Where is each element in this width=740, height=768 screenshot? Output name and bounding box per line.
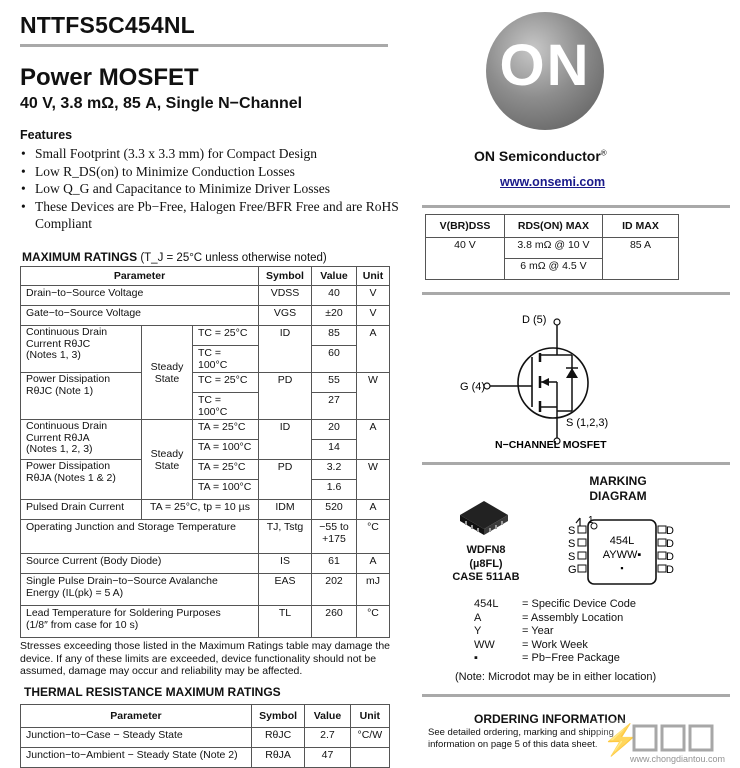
divider <box>422 205 730 208</box>
table-row: TC = 100°C 60 <box>21 346 390 373</box>
svg-text:S: S <box>568 538 576 550</box>
legend-item: ▪ = Pb−Free Package <box>474 652 620 664</box>
marking-line-1: 454L <box>609 535 635 547</box>
table-row: Single Pulse Drain−to−Source Avalanche Energy (IL(pk) = 5 A) EAS 202 mJ <box>21 574 390 606</box>
package-label: WDFN8 (µ8FL) CASE 511AB <box>452 544 520 583</box>
ordering-text: See detailed ordering, marking and shipping information on page 5 of this data sheet. <box>428 727 614 750</box>
divider <box>422 292 730 295</box>
svg-text:D: D <box>666 525 674 537</box>
legend-item: A = Assembly Location <box>474 611 624 624</box>
feature-item: • Low R_DS(on) to Minimize Conduction Losses <box>18 163 402 181</box>
table-row: 40 V 3.8 mΩ @ 10 V 85 A <box>426 238 679 259</box>
table-row: Power Dissipation RθJC (Note 1) TC = 25°C PD 55 W <box>21 373 390 393</box>
table-row: Drain−to−Source Voltage VDSS 40 V <box>21 286 390 306</box>
max-ratings-note: Stresses exceeding those listed in the Maximum Ratings table may damage the device. If any of these limits are exceeded, device functionality should not be assumed, damage may occur and reliability may be affected. <box>20 640 391 677</box>
part-number: NTTFS5C454NL <box>20 12 195 38</box>
marking-line-2: AYWW▪ <box>602 549 642 561</box>
feature-item: • Small Footprint (3.3 x 3.3 mm) for Compact Design <box>18 145 402 163</box>
marking-diagram <box>566 514 678 590</box>
features-list <box>18 145 402 233</box>
max-ratings-table <box>20 266 390 638</box>
svg-text:1: 1 <box>588 515 594 526</box>
source-label: S (1,2,3) <box>566 417 609 429</box>
legend-item: 454L = Specific Device Code <box>474 598 637 610</box>
spec-summary-table <box>425 214 679 280</box>
table-row: Lead Temperature for Soldering Purposes (1/8″ from case for 10 s) TL 260 °C <box>21 606 390 638</box>
table-row: 6 mΩ @ 4.5 V <box>426 259 679 280</box>
body-diode-icon <box>566 368 578 378</box>
title-divider <box>20 44 388 47</box>
max-ratings-title: MAXIMUM RATINGS (T_J = 25°C unless otherwise noted) <box>22 250 327 264</box>
ordering-title: ORDERING INFORMATION <box>474 712 626 726</box>
svg-text:D: D <box>666 538 674 550</box>
svg-text:S: S <box>568 551 576 563</box>
table-header-row: V(BR)DSS RDS(ON) MAX ID MAX <box>426 215 679 238</box>
company-name: ON Semiconductor® <box>474 148 607 164</box>
watermark-url: www.chongdiantou.com <box>630 754 726 764</box>
wdfn8-package-icon <box>452 495 516 541</box>
thermal-title: THERMAL RESISTANCE MAXIMUM RATINGS <box>24 685 281 699</box>
marking-diagram-title: MARKING DIAGRAM <box>589 474 647 503</box>
drain-label: D (5) <box>522 314 547 326</box>
table-row: Source Current (Body Diode) IS 61 A <box>21 554 390 574</box>
table-row: TA = 100°C 1.6 <box>21 480 390 500</box>
microdot: ▪ <box>620 563 624 573</box>
microdot-note: (Note: Microdot may be in either location) <box>455 671 657 683</box>
table-row: Gate−to−Source Voltage VGS ±20 V <box>21 306 390 326</box>
divider <box>422 694 730 697</box>
table-row: Power Dissipation RθJA (Notes 1 & 2) TA = 25°C PD 3.2 W <box>21 460 390 480</box>
table-row: Junction−to−Ambient − Steady State (Note 2) RθJA 47 <box>21 748 390 768</box>
website-link[interactable]: www.onsemi.com <box>500 175 606 189</box>
svg-text:D: D <box>666 551 674 563</box>
table-header-row: Parameter Symbol Value Unit <box>21 267 390 286</box>
schematic-caption: N−CHANNEL MOSFET <box>495 439 607 451</box>
svg-text:D: D <box>666 564 674 576</box>
legend-item: Y = Year <box>474 625 554 637</box>
svg-text:G: G <box>568 564 577 576</box>
document-title: Power MOSFET <box>20 64 199 91</box>
svg-text:⚡: ⚡ <box>602 724 640 757</box>
feature-item: • These Devices are Pb−Free, Halogen Free/BFR Free and are RoHS Compliant <box>18 198 402 233</box>
svg-text:S: S <box>568 525 576 537</box>
features-heading: Features <box>20 128 73 142</box>
table-row: TA = 100°C 14 <box>21 440 390 460</box>
table-row: Continuous Drain Current RθJA (Notes 1, 2, 3) Steady State TA = 25°C ID 20 A <box>21 420 390 440</box>
on-semiconductor-logo: ON <box>486 12 604 130</box>
table-row: Pulsed Drain Current TA = 25°C, tp = 10 µs IDM 520 A <box>21 500 390 520</box>
document-subtitle: 40 V, 3.8 mΩ, 85 A, Single N−Channel <box>20 95 303 112</box>
marking-legend <box>474 598 636 666</box>
feature-item: • Low Q_G and Capacitance to Minimize Driver Losses <box>18 180 402 198</box>
thermal-table <box>20 704 390 768</box>
table-header-row: Parameter Symbol Value Unit <box>21 705 390 728</box>
table-row: Operating Junction and Storage Temperature TJ, Tstg −55 to +175 °C <box>21 520 390 554</box>
n-channel-mosfet-schematic <box>456 310 656 455</box>
table-row: Continuous Drain Current RθJC (Notes 1, 3) Steady State TC = 25°C ID 85 A <box>21 326 390 346</box>
table-row: Junction−to−Case − Steady State RθJC 2.7 °C/W <box>21 728 390 748</box>
divider <box>422 462 730 465</box>
watermark <box>596 716 736 768</box>
legend-item: WW = Work Week <box>474 638 588 651</box>
table-row: TC = 100°C 27 <box>21 393 390 420</box>
gate-label: G (4) <box>460 381 486 393</box>
